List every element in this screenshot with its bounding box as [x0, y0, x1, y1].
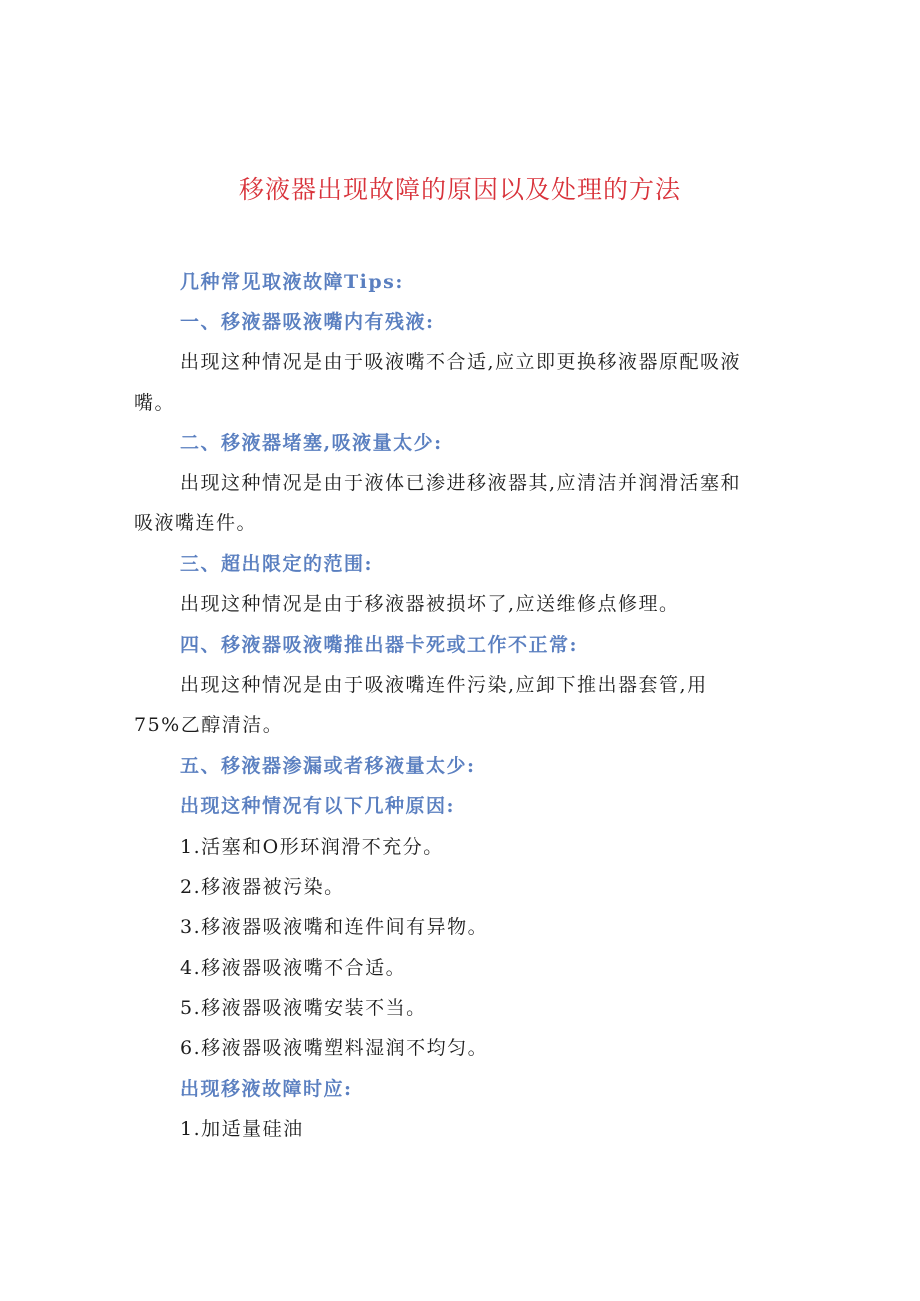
section-heading-1: 一、移液器吸液嘴内有残液: — [180, 311, 435, 333]
section-heading-4: 四、移液器吸液嘴推出器卡死或工作不正常: — [180, 634, 579, 656]
intro-heading: 几种常见取液故障Tips: — [180, 271, 404, 293]
cause-item-1: 1.活塞和O形环润滑不充分。 — [180, 836, 444, 858]
section-body-4-line-2: 75%乙醇清洁。 — [134, 714, 284, 736]
section-body-2-line-2: 吸液嘴连件。 — [134, 512, 258, 534]
cause-item-3: 3.移液器吸液嘴和连件间有异物。 — [180, 916, 489, 938]
section-body-3-line-1: 出现这种情况是由于移液器被损坏了,应送维修点修理。 — [180, 593, 680, 615]
cause-item-5: 5.移液器吸液嘴安装不当。 — [180, 997, 427, 1019]
cause-item-4: 4.移液器吸液嘴不合适。 — [180, 957, 407, 979]
section-body-1-line-2: 嘴。 — [134, 392, 176, 414]
action-item-1: 1.加适量硅油 — [180, 1118, 304, 1140]
section-body-4-line-1: 出现这种情况是由于吸液嘴连件污染,应卸下推出器套管,用 — [180, 674, 708, 696]
cause-item-6: 6.移液器吸液嘴塑料湿润不均匀。 — [180, 1037, 489, 1059]
section-heading-2: 二、移液器堵塞,吸液量太少: — [180, 432, 443, 454]
section-body-2-line-1: 出现这种情况是由于液体已渗进移液器其,应清洁并润滑活塞和 — [180, 472, 742, 494]
cause-item-2: 2.移液器被污染。 — [180, 876, 345, 898]
section-heading-3: 三、超出限定的范围: — [180, 553, 374, 575]
document-title: 移液器出现故障的原因以及处理的方法 — [238, 175, 681, 204]
section-heading-5: 五、移液器渗漏或者移液量太少: — [180, 755, 476, 777]
section-body-1-line-1: 出现这种情况是由于吸液嘴不合适,应立即更换移液器原配吸液 — [180, 351, 742, 373]
causes-heading: 出现这种情况有以下几种原因: — [180, 795, 456, 817]
actions-heading: 出现移液故障时应: — [180, 1078, 353, 1100]
